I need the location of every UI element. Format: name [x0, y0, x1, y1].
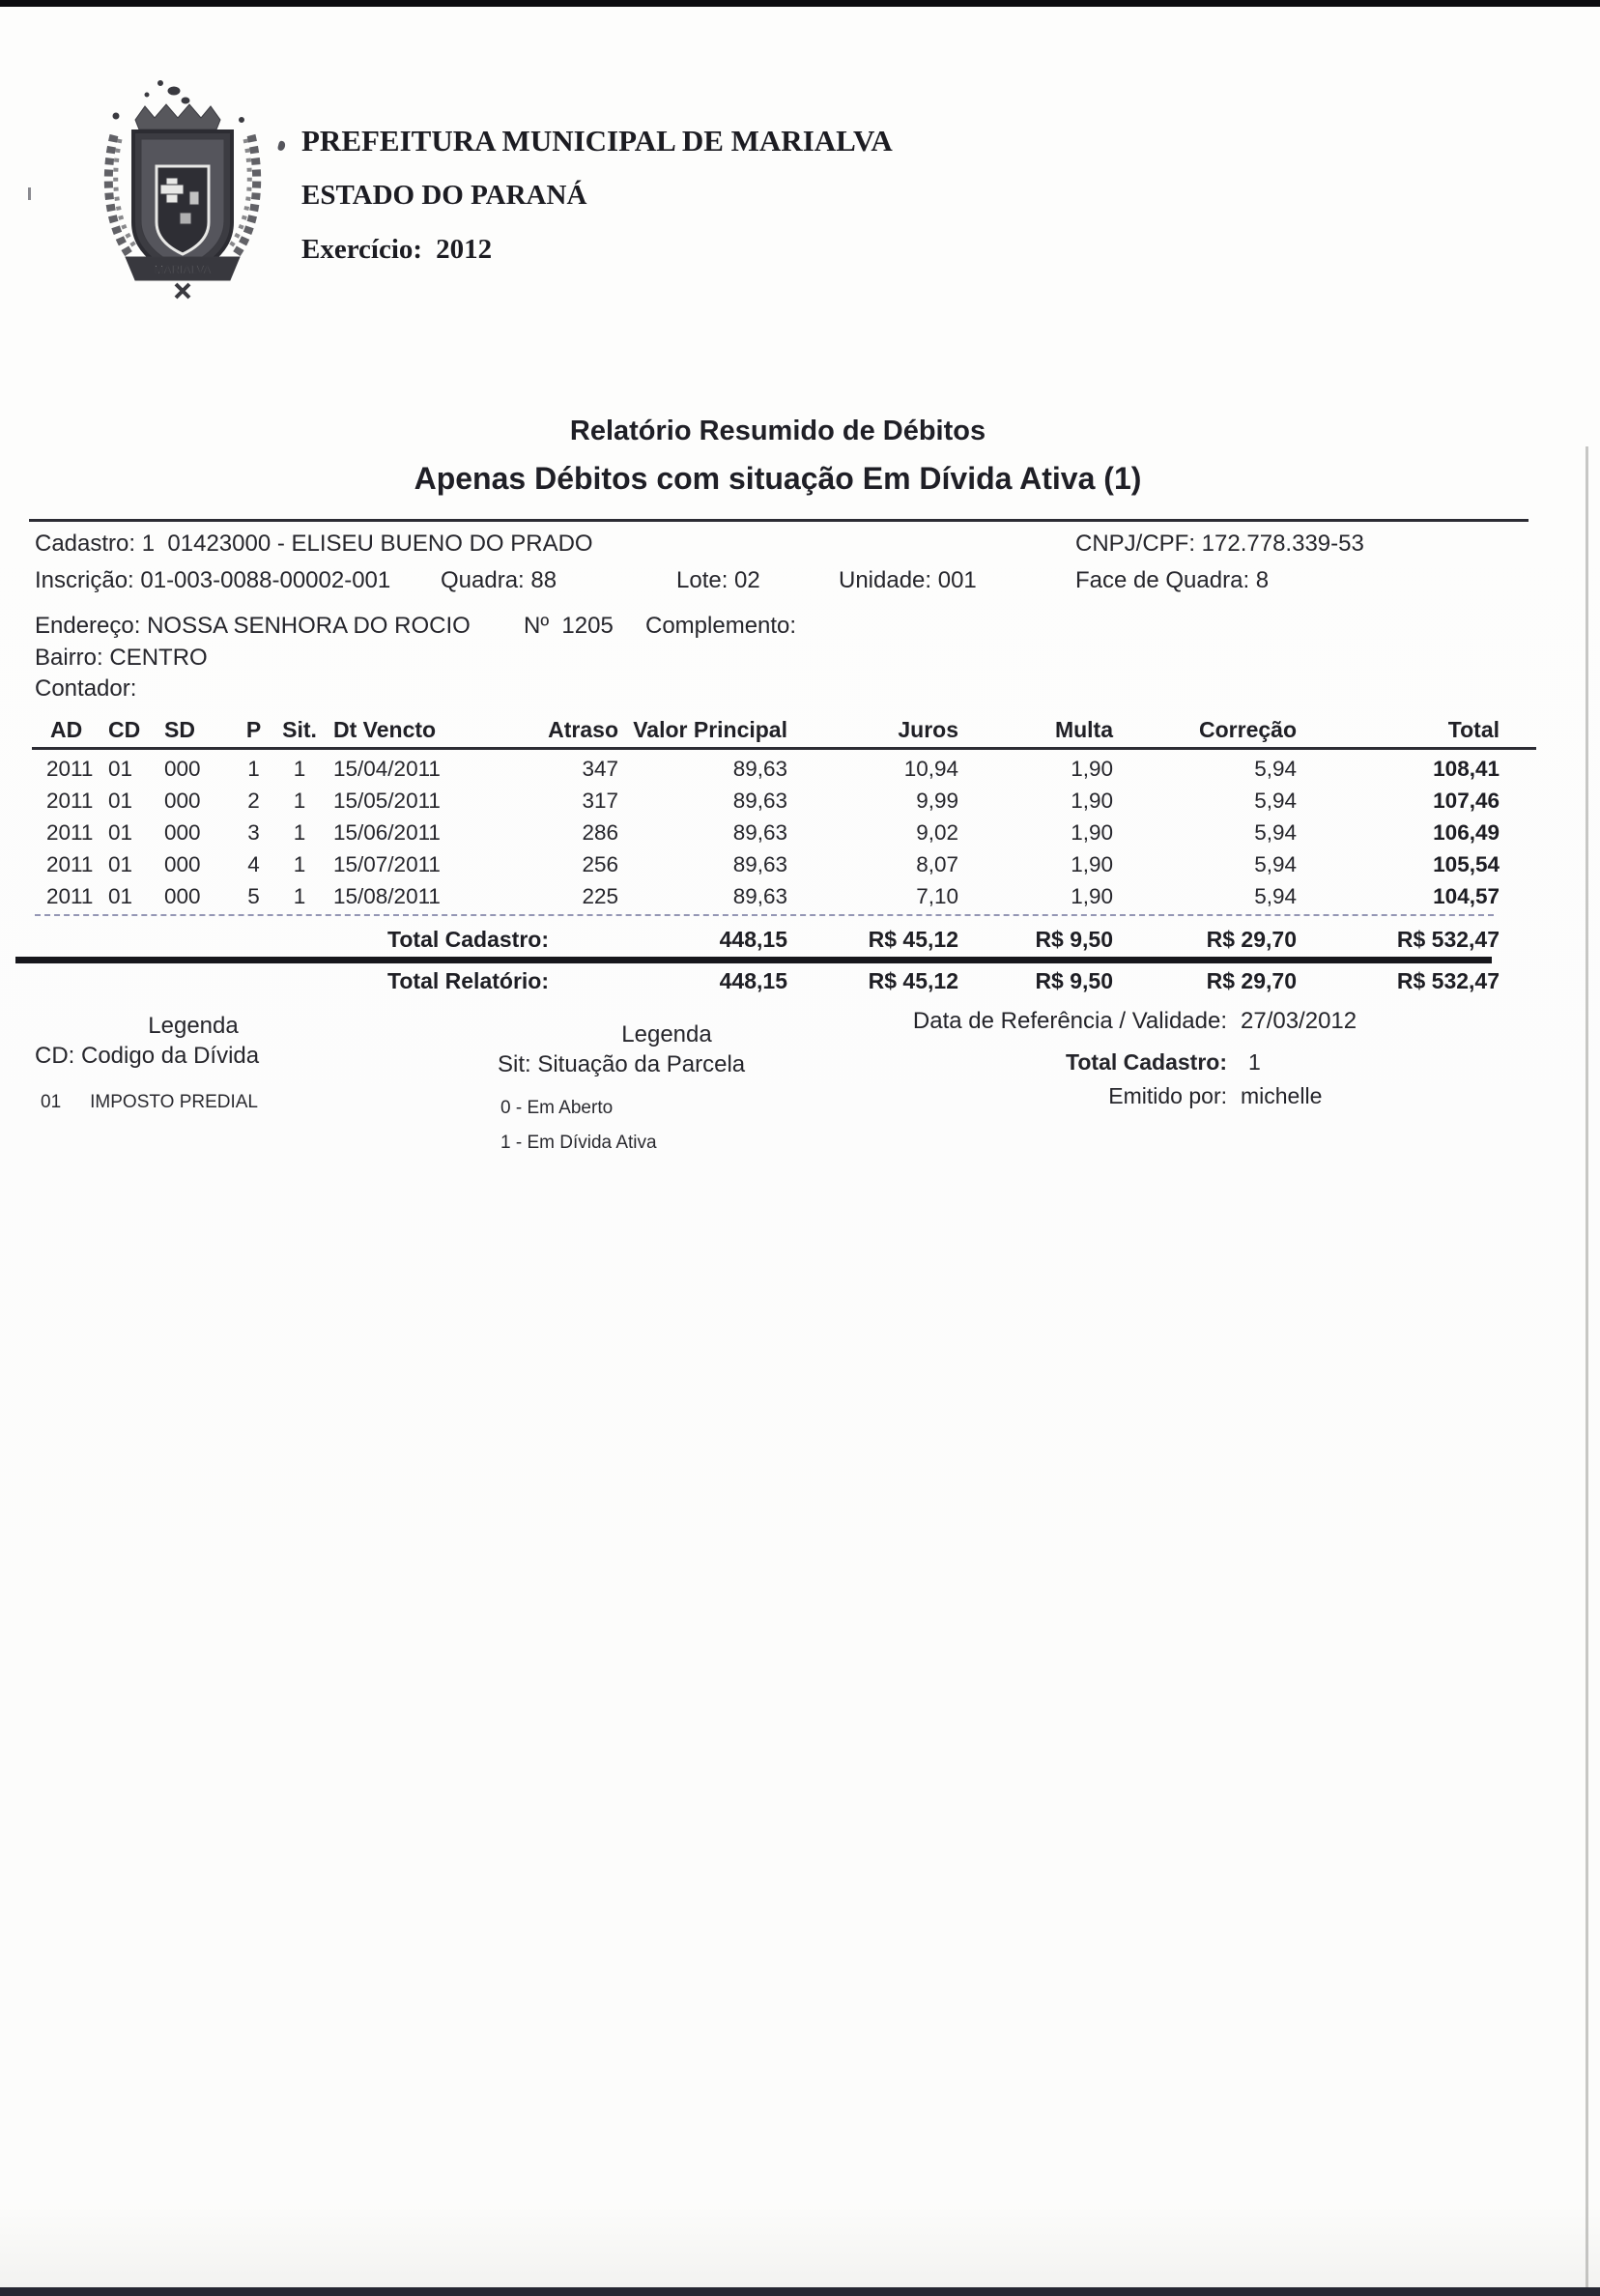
- scan-speck: [28, 187, 31, 200]
- cell-ad: 2011: [46, 789, 94, 813]
- total-cadastro-label: Total Cadastro:: [387, 927, 549, 952]
- cell-sd: 000: [164, 757, 201, 781]
- unidade: Unidade: 001: [839, 567, 977, 593]
- legend-sit-subtitle: Sit: Situação da Parcela: [498, 1051, 746, 1077]
- exercise-value: 2012: [436, 234, 493, 265]
- emitido-por-label: Emitido por:: [1108, 1083, 1227, 1108]
- cell-dt: 15/04/2011: [333, 757, 441, 781]
- legend-sit-item: 0 - Em Aberto: [500, 1098, 614, 1118]
- inscricao: Inscrição: 01-003-0088-00002-001: [35, 567, 391, 593]
- cell-ad: 2011: [46, 884, 94, 908]
- col-juros: Juros: [898, 717, 958, 742]
- quadra: Quadra: 88: [441, 567, 557, 593]
- emitido-por-value: michelle: [1241, 1083, 1323, 1108]
- col-correcao: Correção: [1199, 717, 1297, 742]
- face-quadra: Face de Quadra: 8: [1075, 567, 1270, 593]
- cell-total: 105,54: [1433, 852, 1500, 876]
- data-referencia-value: 27/03/2012: [1241, 1008, 1357, 1034]
- cell-total: 107,46: [1433, 789, 1500, 813]
- cell-juros: 9,02: [916, 820, 958, 845]
- cell-p: 4: [247, 852, 260, 876]
- cell-p: 3: [247, 820, 260, 845]
- total-cadastro-multa: R$ 9,50: [1035, 927, 1113, 952]
- table-row: [29, 848, 1500, 880]
- cell-multa: 1,90: [1071, 884, 1113, 908]
- cell-multa: 1,90: [1071, 820, 1113, 845]
- footer-total-cadastro-line: [0, 1049, 1600, 1078]
- cell-correcao: 5,94: [1254, 852, 1297, 876]
- data-referencia-label: Data de Referência / Validade:: [912, 1008, 1227, 1034]
- cell-atraso: 256: [582, 852, 618, 876]
- total-cadastro-principal: 448,15: [719, 927, 787, 952]
- bairro: Bairro: CENTRO: [35, 645, 208, 671]
- svg-text:MARIALVA: MARIALVA: [154, 263, 212, 276]
- municipal-coat-of-arms-icon: [97, 77, 269, 307]
- cadastro-line: Cadastro: 1 01423000 - ELISEU BUENO DO PRADO: [35, 531, 593, 557]
- cell-cd: 01: [108, 852, 133, 876]
- col-dt-vencto: Dt Vencto: [333, 717, 437, 742]
- contador: Contador:: [35, 675, 137, 702]
- cell-principal: 89,63: [732, 852, 787, 876]
- exercise-label: Exercício:: [301, 234, 423, 265]
- lote: Lote: 02: [676, 567, 760, 593]
- cell-cd: 01: [108, 789, 133, 813]
- total-cadastro-juros: R$ 45,12: [868, 927, 958, 952]
- col-sd: SD: [164, 717, 195, 742]
- table-row: [29, 753, 1500, 785]
- data-referencia-line: [0, 1008, 1600, 1037]
- cell-juros: 9,99: [916, 789, 958, 813]
- legend-cd-subtitle: CD: Codigo da Dívida: [35, 1043, 260, 1069]
- legend-cd-item-code: 01: [41, 1092, 62, 1112]
- table-row: [29, 785, 1500, 817]
- cell-principal: 89,63: [732, 820, 787, 845]
- cell-correcao: 5,94: [1254, 757, 1297, 781]
- cell-multa: 1,90: [1071, 789, 1113, 813]
- total-relatorio-correcao: R$ 29,70: [1206, 968, 1297, 993]
- thick-divider: [15, 957, 1492, 963]
- col-sit: Sit.: [282, 717, 317, 742]
- cell-dt: 15/08/2011: [333, 884, 441, 908]
- report-title: Relatório Resumido de Débitos: [569, 416, 986, 446]
- cell-principal: 89,63: [732, 757, 787, 781]
- cell-ad: 2011: [46, 757, 94, 781]
- scan-edge-top: [0, 0, 1600, 7]
- cell-p: 1: [247, 757, 260, 781]
- cell-atraso: 317: [582, 789, 618, 813]
- cell-sit: 1: [293, 757, 306, 781]
- cell-total: 106,49: [1433, 820, 1500, 845]
- exercise-line: [301, 234, 492, 266]
- cell-juros: 7,10: [916, 884, 958, 908]
- cell-sd: 000: [164, 852, 201, 876]
- cell-ad: 2011: [46, 820, 94, 845]
- cell-atraso: 347: [582, 757, 618, 781]
- cell-total: 108,41: [1433, 757, 1500, 781]
- cell-correcao: 5,94: [1254, 789, 1297, 813]
- col-cd: CD: [108, 717, 141, 742]
- total-relatorio-principal: 448,15: [719, 968, 787, 993]
- scan-speck: [277, 140, 286, 151]
- report-subtitle: Apenas Débitos com situação Em Dívida Ativa (1): [414, 461, 1142, 496]
- cell-sit: 1: [293, 789, 306, 813]
- total-relatorio-multa: R$ 9,50: [1035, 968, 1113, 993]
- cell-sit: 1: [293, 820, 306, 845]
- legend-sit-item: 1 - Em Dívida Ativa: [500, 1133, 657, 1153]
- legend-cd-title: Legenda: [148, 1013, 239, 1039]
- col-atraso: Atraso: [548, 717, 618, 742]
- cell-sit: 1: [293, 884, 306, 908]
- complemento: Complemento:: [645, 613, 797, 639]
- cell-dt: 15/06/2011: [333, 820, 441, 845]
- cell-cd: 01: [108, 757, 133, 781]
- org-name: PREFEITURA MUNICIPAL DE MARIALVA: [301, 124, 893, 158]
- table-row: [29, 817, 1500, 848]
- cell-principal: 89,63: [732, 884, 787, 908]
- endereco: Endereço: NOSSA SENHORA DO ROCIO: [35, 613, 471, 639]
- col-total: Total: [1447, 717, 1500, 742]
- total-cadastro-total: R$ 532,47: [1396, 927, 1500, 952]
- table-row: [29, 880, 1500, 912]
- cell-multa: 1,90: [1071, 757, 1113, 781]
- cell-dt: 15/05/2011: [333, 789, 441, 813]
- total-cadastro-row: [0, 927, 1600, 958]
- emitido-por-line: [0, 1083, 1600, 1112]
- col-multa: Multa: [1054, 717, 1113, 742]
- cell-correcao: 5,94: [1254, 820, 1297, 845]
- cell-principal: 89,63: [732, 789, 787, 813]
- numero: Nº 1205: [524, 613, 614, 639]
- scan-edge-bottom: [0, 2287, 1600, 2296]
- cell-sit: 1: [293, 852, 306, 876]
- cell-multa: 1,90: [1071, 852, 1113, 876]
- scan-edge-right: [1586, 446, 1588, 2287]
- cell-cd: 01: [108, 884, 133, 908]
- cell-cd: 01: [108, 820, 133, 845]
- cell-sd: 000: [164, 884, 201, 908]
- footer-total-cadastro-value: 1: [1248, 1049, 1261, 1075]
- cell-p: 2: [247, 789, 260, 813]
- cell-juros: 10,94: [903, 757, 958, 781]
- total-cadastro-correcao: R$ 29,70: [1206, 927, 1297, 952]
- cell-sd: 000: [164, 789, 201, 813]
- dashed-divider: [35, 914, 1494, 916]
- org-state: ESTADO DO PARANÁ: [301, 180, 587, 211]
- col-valor-principal: Valor Principal: [633, 717, 787, 742]
- header-divider: [29, 519, 1529, 522]
- col-ad: AD: [50, 717, 83, 742]
- legend-cd-item-name: IMPOSTO PREDIAL: [90, 1092, 258, 1112]
- total-relatorio-total: R$ 532,47: [1396, 968, 1500, 993]
- total-relatorio-row: [0, 968, 1600, 999]
- table-header-divider: [32, 747, 1536, 750]
- table-header: [29, 717, 1500, 743]
- total-relatorio-label: Total Relatório:: [387, 968, 549, 993]
- cell-atraso: 286: [582, 820, 618, 845]
- cell-total: 104,57: [1433, 884, 1500, 908]
- cnpj-cpf: CNPJ/CPF: 172.778.339-53: [1075, 531, 1364, 557]
- cell-ad: 2011: [46, 852, 94, 876]
- total-relatorio-juros: R$ 45,12: [868, 968, 958, 993]
- col-p: P: [245, 717, 262, 742]
- cell-sd: 000: [164, 820, 201, 845]
- cell-dt: 15/07/2011: [333, 852, 441, 876]
- cell-correcao: 5,94: [1254, 884, 1297, 908]
- cell-p: 5: [247, 884, 260, 908]
- cell-juros: 8,07: [916, 852, 958, 876]
- footer-total-cadastro-label: Total Cadastro:: [1066, 1049, 1227, 1075]
- legend-sit-title: Legenda: [621, 1021, 712, 1048]
- cell-atraso: 225: [582, 884, 618, 908]
